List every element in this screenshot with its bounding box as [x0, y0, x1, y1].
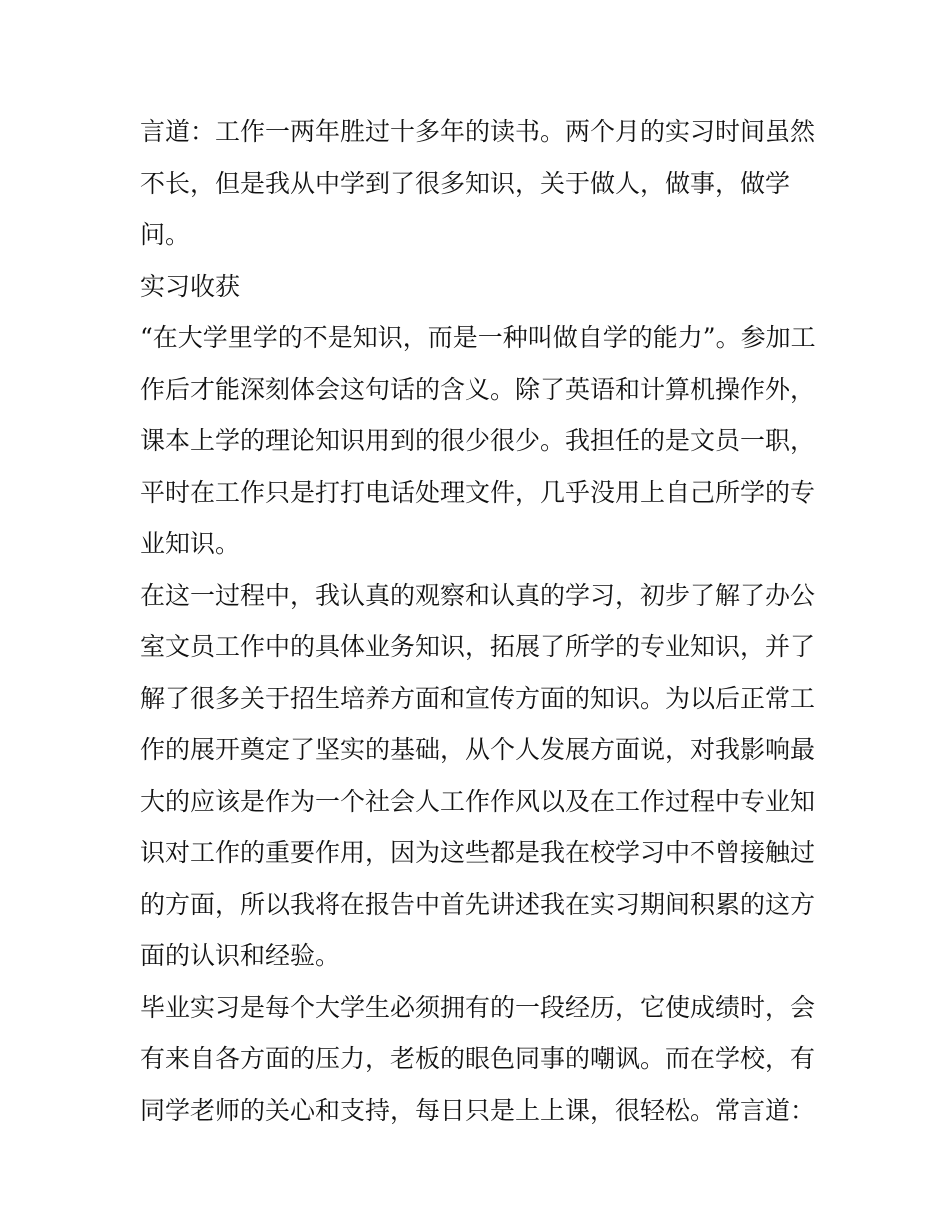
- text-line: 言道：工作一两年胜过十多年的读书。两个月的实习时间虽然: [140, 117, 816, 146]
- text-line: 作后才能深刻体会这句话的含义。除了英语和计算机操作外，: [140, 374, 816, 404]
- text-line: 解了很多关于招生培养方面和宣传方面的知识。为以后正常工: [140, 683, 816, 713]
- section-heading: 实习收获: [140, 271, 241, 301]
- text-line: 同学老师的关心和支持，每日只是上上课，很轻松。常言道：: [140, 1095, 816, 1125]
- text-line: 不长，但是我从中学到了很多知识，关于做人，做事，做学: [140, 168, 791, 198]
- text-line: 面的认识和经验。: [140, 941, 341, 970]
- text-line: 问。: [140, 220, 191, 249]
- text-line: 作的展开奠定了坚实的基础，从个人发展方面说，对我影响最: [140, 735, 816, 764]
- text-line: 平时在工作只是打打电话处理文件，几乎没用上自己所学的专: [140, 477, 816, 507]
- text-line: 在这一过程中，我认真的观察和认真的学习，初步了解了办公: [140, 580, 816, 610]
- text-line: 课本上学的理论知识用到的很少很少。我担任的是文员一职，: [140, 426, 816, 455]
- text-line: 有来自各方面的压力，老板的眼色同事的嘲讽。而在学校，有: [140, 1044, 816, 1073]
- text-line: 的方面，所以我将在报告中首先讲述我在实习期间积累的这方: [140, 889, 816, 919]
- text-line: 大的应该是作为一个社会人工作作风以及在工作过程中专业知: [140, 786, 816, 816]
- text-line: 室文员工作中的具体业务知识，拓展了所学的专业知识，并了: [140, 632, 816, 661]
- text-line: 识对工作的重要作用，因为这些都是我在校学习中不曾接触过: [140, 838, 816, 867]
- document-body: [140, 106, 816, 1136]
- text-line: 业知识。: [140, 529, 241, 558]
- text-line: “在大学里学的不是知识，而是一种叫做自学的能力”。参加工: [140, 323, 816, 352]
- text-line: 毕业实习是每个大学生必须拥有的一段经历，它使成绩时，会: [140, 992, 816, 1022]
